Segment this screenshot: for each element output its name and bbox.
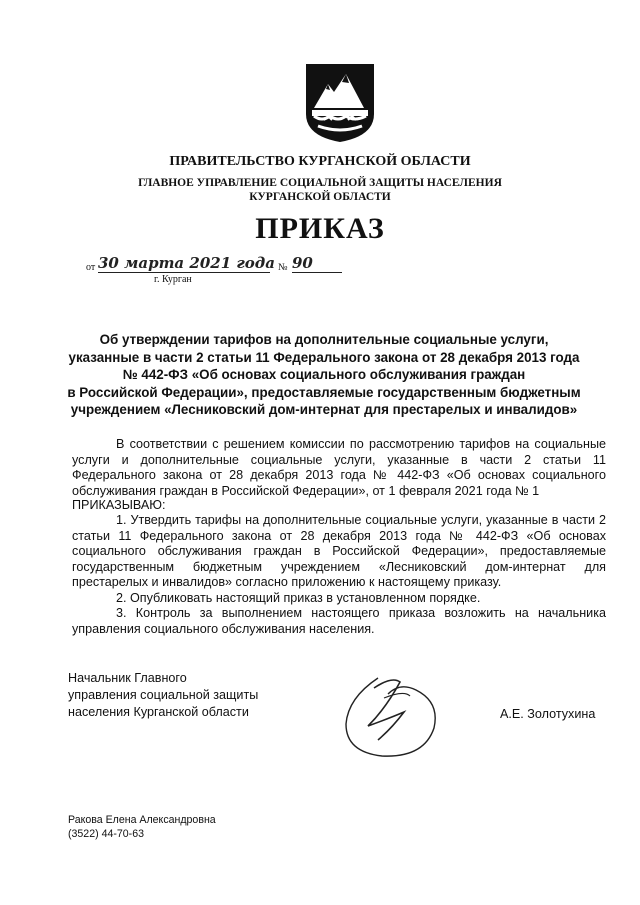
order-item: 3. Контроль за выполнением настоящего приказа возложить на начальника управления социального обслуживания населения. xyxy=(72,606,606,636)
executor-info xyxy=(68,813,216,841)
signer-position-line: управления социальной защиты xyxy=(68,688,259,702)
title-line: указанные в части 2 статьи 11 Федерального закона от 28 декабря 2013 года xyxy=(68,349,580,365)
department-name xyxy=(0,176,640,204)
order-items xyxy=(72,513,606,637)
handwritten-date: 30 марта 2021 года xyxy=(98,254,275,272)
coat-of-arms-icon xyxy=(302,62,378,144)
department-line-2: КУРГАНСКОЙ ОБЛАСТИ xyxy=(249,191,391,203)
signer-position-line: населения Курганской области xyxy=(68,705,249,719)
title-line: в Российской Федерации», предоставляемые государственным бюджетным xyxy=(67,384,581,400)
handwritten-signature xyxy=(338,668,442,764)
order-item: 2. Опубликовать настоящий приказ в установленном порядке. xyxy=(116,590,481,605)
department-line-1: ГЛАВНОЕ УПРАВЛЕНИЕ СОЦИАЛЬНОЙ ЗАЩИТЫ НАСЕЛЕНИЯ xyxy=(138,177,502,189)
signer-position xyxy=(68,670,258,721)
date-from-label: от xyxy=(86,262,96,273)
order-item: 1. Утвердить тарифы на дополнительные социальные услуги, указанные в части 2 статьи 11 Федерального закона от 28 декабря 2013 года № 442-ФЗ «Об основах социального обслуживания граждан в Российской Федерации», предоставляемые государственным бюджетным учреждением «Лесниковский дом-интернат для престарелых и инвалидов» согласно приложению к настоящему приказу. xyxy=(72,513,606,589)
order-title xyxy=(62,331,586,419)
document-type: ПРИКАЗ xyxy=(255,212,385,245)
preamble-text: В соответствии с решением комиссии по рассмотрению тарифов на социальные услуги и дополнительные социальные услуги, указанные в части 2 статьи 11 Федерального закона от 28 декабря 2013 года № 442-ФЗ «Об основах социального обслуживания граждан в Российской Федерации», от 1 февраля 2021 года № 1 xyxy=(72,437,606,498)
executor-phone: (3522) 44-70-63 xyxy=(68,828,144,840)
number-label: № xyxy=(278,262,288,273)
order-word: ПРИКАЗЫВАЮ: xyxy=(72,498,166,512)
preamble-paragraph xyxy=(72,437,606,514)
title-line: учреждением «Лесниковский дом-интернат для престарелых и инвалидов» xyxy=(70,402,578,417)
government-name: ПРАВИТЕЛЬСТВО КУРГАНСКОЙ ОБЛАСТИ xyxy=(169,154,471,169)
handwritten-number: 90 xyxy=(292,254,342,273)
city-label: г. Курган xyxy=(154,274,192,285)
date-number-line xyxy=(86,256,346,296)
signer-name: А.Е. Золотухина xyxy=(500,707,596,721)
signer-position-line: Начальник Главного xyxy=(68,671,187,685)
executor-name: Ракова Елена Александровна xyxy=(68,814,216,826)
title-line: Об утверждении тарифов на дополнительные социальные услуги, xyxy=(99,332,549,347)
title-line: № 442-ФЗ «Об основах социального обслуживания граждан xyxy=(122,367,526,382)
